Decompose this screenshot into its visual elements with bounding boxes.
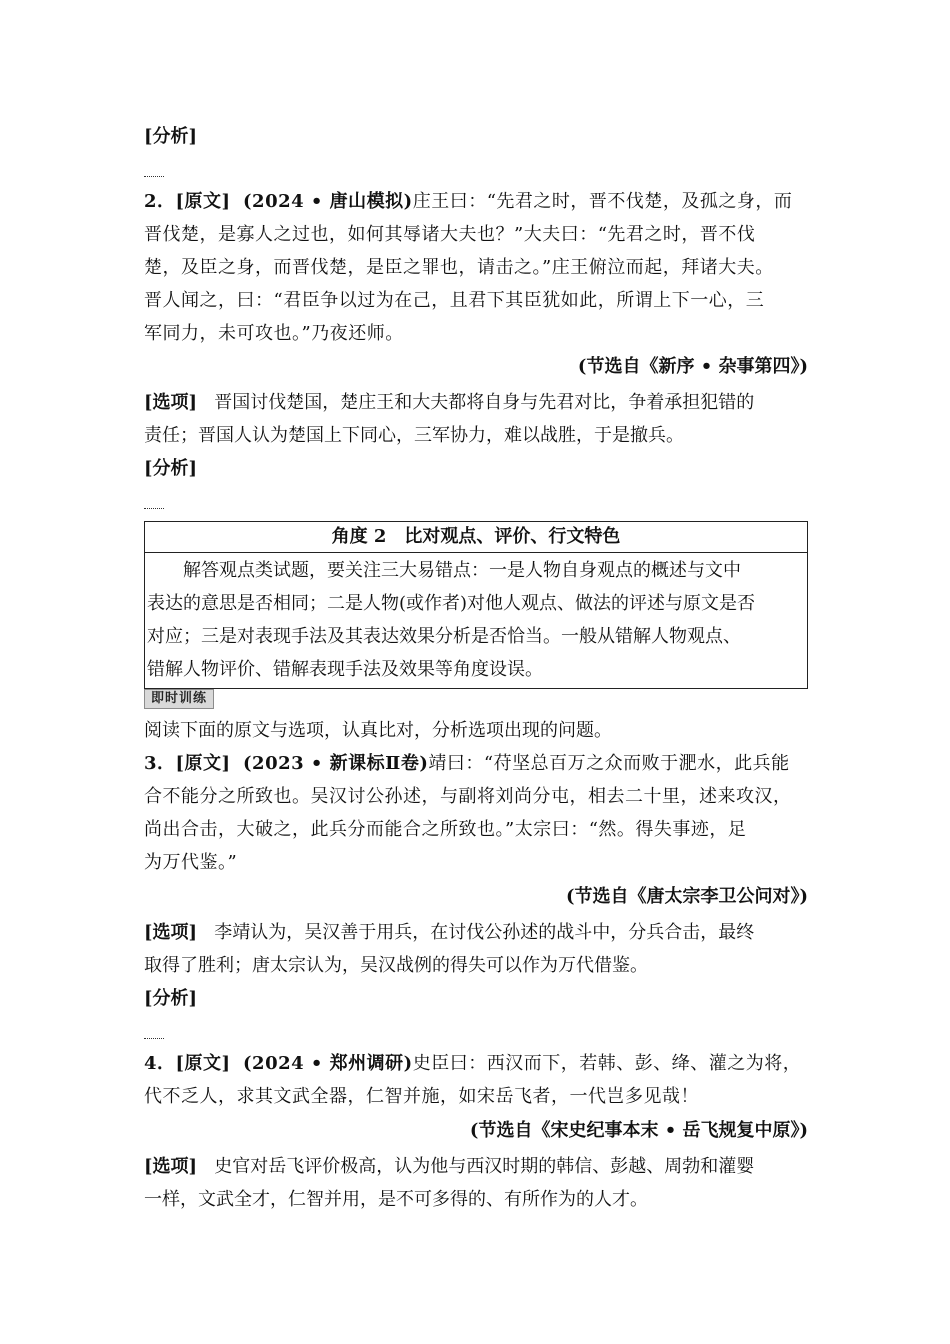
angle-2-text-line: 对应；三是对表现手法及其表达效果分析是否恰当。一般从错解人物观点、 [147, 626, 741, 647]
q4-citation: (节选自《宋史纪事本末 • 岳飞规复中原》) [469, 1120, 808, 1141]
angle-2-title: 角度 2 比对观点、评价、行文特色 [145, 522, 807, 553]
q3-source: (2023 • 新课标Ⅱ卷) [243, 753, 429, 774]
q3-citation: (节选自《唐太宗李卫公问对》) [565, 886, 808, 907]
q3-text-line: 合不能分之所致也。吴汉讨公孙述，与副将刘尚分屯，相去二十里，述来攻汉， [144, 786, 792, 807]
analysis-label-3: [分析] [144, 988, 198, 1009]
practice-intro: 阅读下面的原文与选项，认真比对，分析选项出现的问题。 [144, 720, 612, 741]
q4-text-line: 史臣曰：西汉而下，若韩、彭、绛、灌之为将， [412, 1053, 802, 1074]
q4-number: 4． [144, 1053, 176, 1074]
q4-line-1 [144, 1051, 801, 1077]
answer-blank-1 [144, 176, 164, 177]
angle-2-text-line: 错解人物评价、错解表现手法及效果等角度设误。 [147, 659, 543, 680]
angle-2-text-line: 解答观点类试题，要关注三大易错点：一是人物自身观点的概述与文中 [147, 560, 741, 581]
q4-original-tag: [原文] [175, 1053, 231, 1074]
q4-option-text: 一样，文武全才，仁智并用，是不可多得的、有所作为的人才。 [144, 1189, 648, 1210]
q3-option-line-1 [144, 920, 754, 946]
q2-text-line: 庄王曰：“先君之时，晋不伐楚，及孤之身，而 [412, 191, 793, 212]
q3-number: 3． [144, 753, 176, 774]
q2-option-line-1 [144, 390, 754, 416]
analysis-label-1: [分析] [144, 126, 198, 147]
q2-citation: (节选自《新序 • 杂事第四》) [577, 356, 808, 377]
q2-option-text: 晋国讨伐楚国，楚庄王和大夫都将自身与先君对比，争着承担犯错的 [214, 392, 755, 413]
q3-option-tag: [选项] [144, 922, 198, 943]
q2-option-tag: [选项] [144, 392, 198, 413]
q3-option-text: 李靖认为，吴汉善于用兵，在讨伐公孙述的战斗中，分兵合击，最终 [214, 922, 755, 943]
analysis-label-2: [分析] [144, 458, 198, 479]
q3-option-text: 取得了胜利；唐太宗认为，吴汉战例的得失可以作为万代借鉴。 [144, 955, 648, 976]
q3-text-line: 尚出合击，大破之，此兵分而能合之所致也。”太宗曰：“然。得失事迹，足 [144, 819, 747, 840]
q3-text-line: 靖曰：“苻坚总百万之众而败于淝水，此兵能 [428, 753, 790, 774]
q2-number: 2． [144, 191, 176, 212]
q3-text-line: 为万代鉴。” [144, 852, 238, 873]
q4-text-line: 代不乏人，求其文武全器，仁智并施，如宋岳飞者，一代岂多见哉！ [144, 1086, 699, 1107]
q2-text-line: 晋伐楚，是寡人之过也，如何其辱诸大夫也？”大夫曰：“先君之时，晋不伐 [144, 224, 756, 245]
practice-badge: 即时训练 [144, 689, 214, 709]
q4-source: (2024 • 郑州调研) [243, 1053, 413, 1074]
q2-text-line: 晋人闻之，曰：“君臣争以过为在己，且君下其臣犹如此，所谓上下一心，三 [144, 290, 765, 311]
q3-original-tag: [原文] [175, 753, 231, 774]
q2-original-tag: [原文] [175, 191, 231, 212]
answer-blank-2 [144, 508, 164, 509]
answer-blank-3 [144, 1038, 164, 1039]
q2-option-text: 责任；晋国人认为楚国上下同心，三军协力，难以战胜，于是撤兵。 [144, 425, 684, 446]
q4-option-text: 史官对岳飞评价极高，认为他与西汉时期的韩信、彭越、周勃和灌婴 [214, 1156, 755, 1177]
q3-line-1 [144, 751, 790, 777]
q4-option-line-1 [144, 1154, 754, 1180]
q4-option-tag: [选项] [144, 1156, 198, 1177]
q2-source: (2024 • 唐山模拟) [243, 191, 413, 212]
q2-line-1 [144, 189, 792, 215]
q2-text-line: 楚，及臣之身，而晋伐楚，是臣之罪也，请击之。”庄王俯泣而起，拜诸大夫。 [144, 257, 774, 278]
angle-2-box [144, 521, 808, 689]
angle-2-text-line: 表达的意思是否相同；二是人物(或作者)对他人观点、做法的评述与原文是否 [147, 593, 756, 614]
q2-text-line: 军同力，未可攻也。”乃夜还师。 [144, 323, 404, 344]
